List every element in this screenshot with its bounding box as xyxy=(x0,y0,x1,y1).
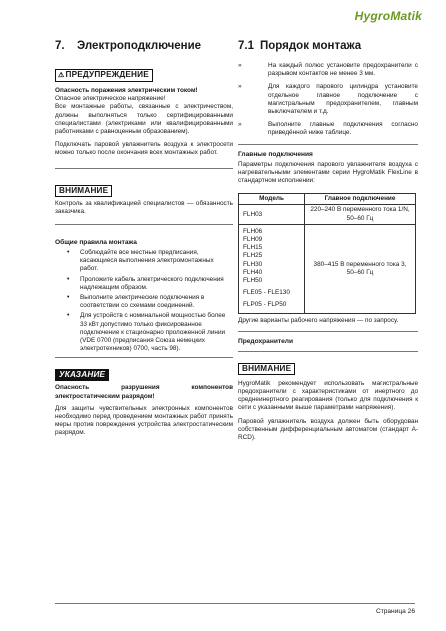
connections-table xyxy=(238,193,416,313)
chapter-title: Электроподключение xyxy=(77,40,202,52)
chapter-heading xyxy=(55,40,233,52)
model-name: FLH06 xyxy=(243,227,263,235)
table-cell-model: FLH03 xyxy=(239,205,305,224)
connection-value: 380–415 В переменного тока 3, xyxy=(313,260,407,268)
attention-label: ВНИМАНИЕ xyxy=(242,363,292,373)
divider xyxy=(238,351,418,352)
fuses-title: Предохранители xyxy=(238,337,294,345)
note-label-box xyxy=(55,369,109,381)
rules-list xyxy=(55,249,233,353)
brand-logo-text: HygroMatik xyxy=(354,9,422,23)
page-number: Страница 26 xyxy=(375,608,415,615)
list-item: • Выполните электрические подключения в соответствии со схемами соединений. xyxy=(55,294,233,310)
model-name: FLH30 xyxy=(243,260,263,268)
divider xyxy=(238,331,418,332)
list-item: • Для устройств с номинальной мощностью более 33 кВт допустимо только фиксированное подключение к стационарно проложенной линии (VDE 0700 (предписания Союза немецких электротехников) 0700, часть 98). xyxy=(55,312,233,353)
table-cell-connection: 220–240 В переменного тока 1/N, 50–60 Гц xyxy=(305,205,416,224)
attention-label-box xyxy=(55,185,112,197)
attention-body: Контроль за квалификацией специалистов — обязанность заказчика. xyxy=(55,199,233,215)
model-name: FLH40 xyxy=(243,268,263,276)
note-heading: Опасность разрушения компонентов электростатическим разрядом! xyxy=(55,384,233,400)
steps-list xyxy=(238,62,418,138)
list-item: » На каждый полюс установите предохранители с разрывом контактов не менее 3 мм. xyxy=(238,62,418,78)
table-header-model: Модель xyxy=(239,194,305,205)
left-column xyxy=(55,40,233,438)
brand-logo xyxy=(355,9,422,23)
table-cell-model xyxy=(239,224,305,313)
model-name: FLH15 xyxy=(243,244,263,252)
rules-title: Общие правила монтажа xyxy=(55,239,137,247)
table-row xyxy=(239,224,416,313)
attention-label-box xyxy=(238,363,295,375)
list-item: • Проложите кабель электрического подключения надлежащим образом. xyxy=(55,276,233,292)
model-name: FLE05 - FLE130 xyxy=(243,289,290,297)
model-name: FLH09 xyxy=(243,236,263,244)
connection-value: 50–60 Гц xyxy=(346,268,374,276)
warning-body-2: Подключать паровой увлажнитель воздуха к электросети можно только после окончания всех монтажных работ. xyxy=(55,141,233,157)
divider xyxy=(55,357,233,358)
right-column xyxy=(238,40,418,442)
table-cell-connection xyxy=(305,224,416,313)
model-name: FLH50 xyxy=(243,277,263,285)
main-connections-title: Главные подключения xyxy=(238,150,313,158)
warning-body: Все монтажные работы, связанные с электричеством, должны выполняться только сертифицированными специалистами (электриками или квалифицированными работниками с равноценным образованием). xyxy=(55,103,233,136)
fuses-body: HygroMatik рекомендует использовать магистральные предохранители с характеристиками от инертного до среднеинертного реагирования (только для подключения к сети с указанными выше параметрами напряжения). xyxy=(238,379,418,412)
warning-label-box xyxy=(55,69,153,82)
list-item: • Соблюдайте все местные предписания, касающиеся выполнения электромонтажных работ. xyxy=(55,249,233,274)
table-header-connection: Главное подключение xyxy=(305,194,416,205)
divider xyxy=(55,224,233,225)
model-name: FLH25 xyxy=(243,252,263,260)
warning-heading: Опасность поражения электрическим током! xyxy=(55,87,198,94)
table-header-row xyxy=(239,194,416,205)
footer-divider xyxy=(55,603,415,604)
note-body: Для защиты чувствительных электронных компонентов необходимо перед проведением монтажных работ принять меры против повреждения устройства электростатическим разрядом. xyxy=(55,404,233,437)
warning-triangle-icon: ⚠ xyxy=(58,72,65,79)
warning-subheading: Опасное электрическое напряжение! xyxy=(55,95,166,103)
model-name: FLP05 - FLP50 xyxy=(243,301,287,309)
section-heading xyxy=(238,40,418,52)
table-row xyxy=(239,205,416,224)
chapter-number: 7. xyxy=(55,40,65,52)
section-title: Порядок монтажа xyxy=(260,40,362,52)
list-item: » Для каждого парового цилиндра установите отдельное главное подключение с магистральным предохранителем, главным выключателем и т.д. xyxy=(238,83,418,116)
main-connections-body: Параметры подключения парового увлажнителя воздуха с нагревательными элементами серии HygroMatik FlexLine в стандартном исполнении: xyxy=(238,160,418,185)
other-variants-note: Другие варианты рабочего напряжения — по запросу. xyxy=(238,316,399,324)
fuses-body-2: Паровой увлажнитель воздуха должен быть оборудован собственным дифференциальным автоматом (стандарт A-RCD). xyxy=(238,417,418,442)
warning-label: ПРЕДУПРЕЖДЕНИЕ xyxy=(65,70,149,79)
note-label: УКАЗАНИЕ xyxy=(59,370,106,380)
section-number: 7.1 xyxy=(238,40,254,52)
divider xyxy=(55,168,233,169)
list-item: » Выполните главные подключения согласно приведённой ниже таблице. xyxy=(238,121,418,137)
divider xyxy=(238,144,418,145)
attention-label: ВНИМАНИЕ xyxy=(59,185,109,195)
